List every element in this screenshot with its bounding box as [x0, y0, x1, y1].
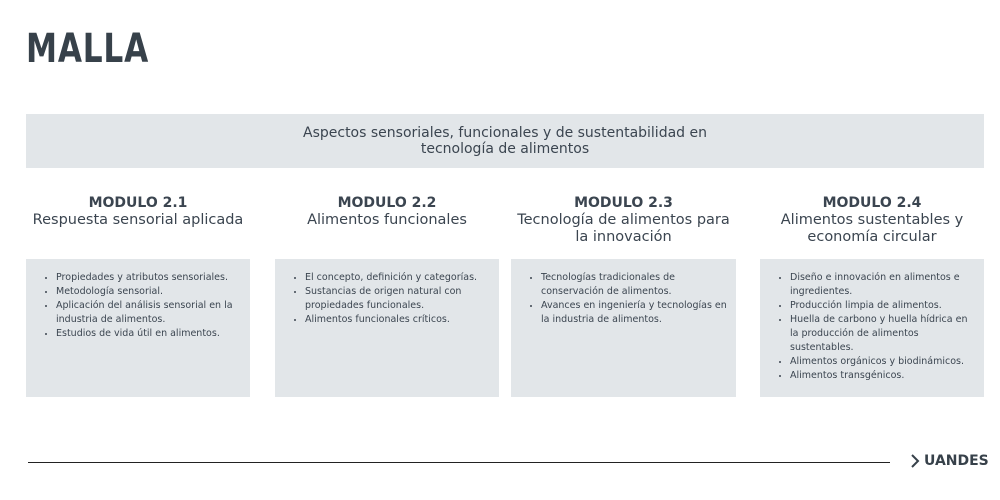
program-banner-text: Aspectos sensoriales, funcionales y de sustentabilidad en tecnología de alimentos: [303, 125, 707, 157]
module-header: [511, 195, 736, 245]
list-item: • Alimentos funcionales críticos.: [305, 313, 491, 327]
list-item: • Alimentos transgénicos.: [790, 369, 976, 383]
list-item: • Huella de carbono y huella hídrica en la producción de alimentos sustentables.: [790, 313, 976, 355]
module-topic-list: [521, 271, 728, 327]
module-topic-list: [770, 271, 976, 383]
list-item: • Metodología sensorial.: [56, 285, 242, 299]
footer-divider: [28, 462, 890, 463]
list-item: • Propiedades y atributos sensoriales.: [56, 271, 242, 285]
module-name: Alimentos sustentables y economía circular: [780, 212, 964, 245]
program-banner: [26, 114, 984, 168]
list-item: • El concepto, definición y categorías.: [305, 271, 491, 285]
list-item: • Sustancias de origen natural con propiedades funcionales.: [305, 285, 491, 313]
module-code: MODULO 2.3: [574, 195, 673, 211]
module-header: [275, 195, 499, 229]
module-name: Respuesta sensorial aplicada: [32, 212, 244, 228]
module-code: MODULO 2.1: [88, 195, 188, 211]
list-item: • Diseño e innovación en alimentos e ingredientes.: [790, 271, 976, 299]
module-card: [760, 259, 984, 397]
module-topic-list: [285, 271, 491, 327]
list-item: • Aplicación del análisis sensorial en la industria de alimentos.: [56, 299, 242, 327]
list-item: • Tecnologías tradicionales de conservación de alimentos.: [541, 271, 728, 299]
page-title: MALLA: [26, 26, 150, 72]
list-item: • Alimentos orgánicos y biodinámicos.: [790, 355, 976, 369]
list-item: • Producción limpia de alimentos.: [790, 299, 976, 313]
module-code: MODULO 2.2: [337, 195, 437, 211]
module-name: Alimentos funcionales: [307, 212, 467, 228]
module-header: [760, 195, 984, 245]
module-card: [275, 259, 499, 397]
list-item: • Avances en ingeniería y tecnologías en la industria de alimentos.: [541, 299, 728, 327]
module-header: [26, 195, 250, 229]
module-card: [511, 259, 736, 397]
module-topic-list: [36, 271, 242, 341]
brand-name: UANDES: [924, 453, 989, 469]
brand-logo: [910, 453, 989, 469]
chevron-right-icon: [910, 454, 920, 468]
module-name: Tecnología de alimentos para la innovación: [517, 212, 730, 245]
module-code: MODULO 2.4: [822, 195, 922, 211]
module-card: [26, 259, 250, 397]
list-item: • Estudios de vida útil en alimentos.: [56, 327, 242, 341]
